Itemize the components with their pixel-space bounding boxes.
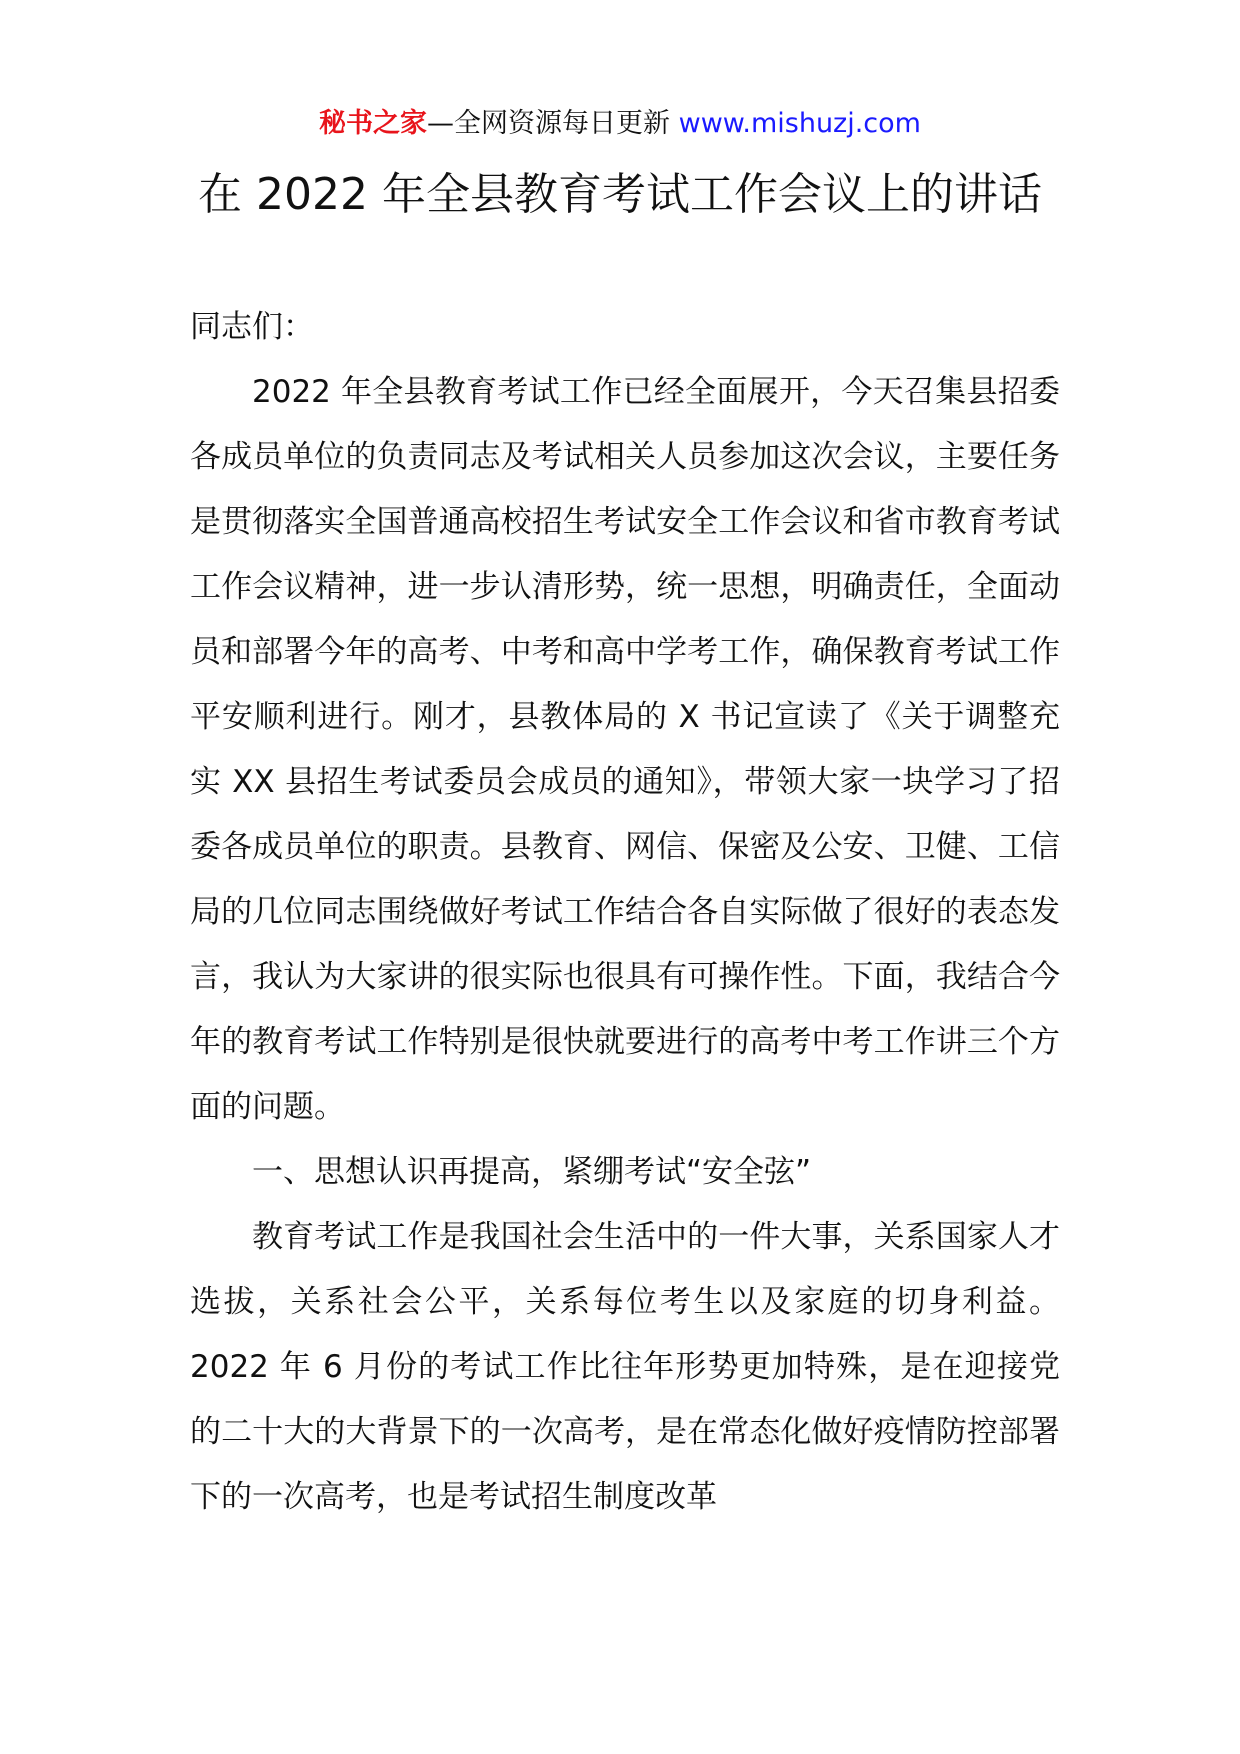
section-heading: 一、思想认识再提高，紧绷考试“安全弦”	[252, 1154, 812, 1190]
body-paragraph: 教育考试工作是我国社会生活中的一件大事，关系国家人才选拔，关系社会公平，关系每位考生以及家庭的切身利益。2022 年 6 月份的考试工作比往年形势更加特殊，是在迎接党的二十大的大背景下的一次高考，是在常态化做好疫情防控部署下的一次高考，也是考试招生制度改革	[190, 1219, 1060, 1515]
brand-name: 秘书之家	[319, 108, 428, 139]
document-body	[190, 295, 1060, 1530]
site-header	[0, 104, 1240, 144]
site-url-link[interactable]: www.mishuzj.com	[678, 108, 921, 139]
body-paragraph: 2022 年全县教育考试工作已经全面展开，今天召集县招委各成员单位的负责同志及考试相关人员参加这次会议，主要任务是贯彻落实全国普通高校招生考试安全工作会议和省市教育考试工作会议精神，进一步认清形势，统一思想，明确责任，全面动员和部署今年的高考、中考和高中学考工作，确保教育考试工作平安顺利进行。刚才，县教体局的 X 书记宣读了《关于调整充实 XX 县招生考试委员会成员的通知》，带领大家一块学习了招委各成员单位的职责。县教育、网信、保密及公安、卫健、工信局的几位同志围绕做好考试工作结合各自实际做了很好的表态发言，我认为大家讲的很实际也很具有可操作性。下面，我结合今年的教育考试工作特别是很快就要进行的高考中考工作讲三个方面的问题。	[190, 374, 1060, 1125]
document-title: 在 2022 年全县教育考试工作会议上的讲话	[198, 169, 1042, 220]
salutation: 同志们：	[190, 309, 314, 345]
header-slogan: —全网资源每日更新	[427, 108, 671, 139]
